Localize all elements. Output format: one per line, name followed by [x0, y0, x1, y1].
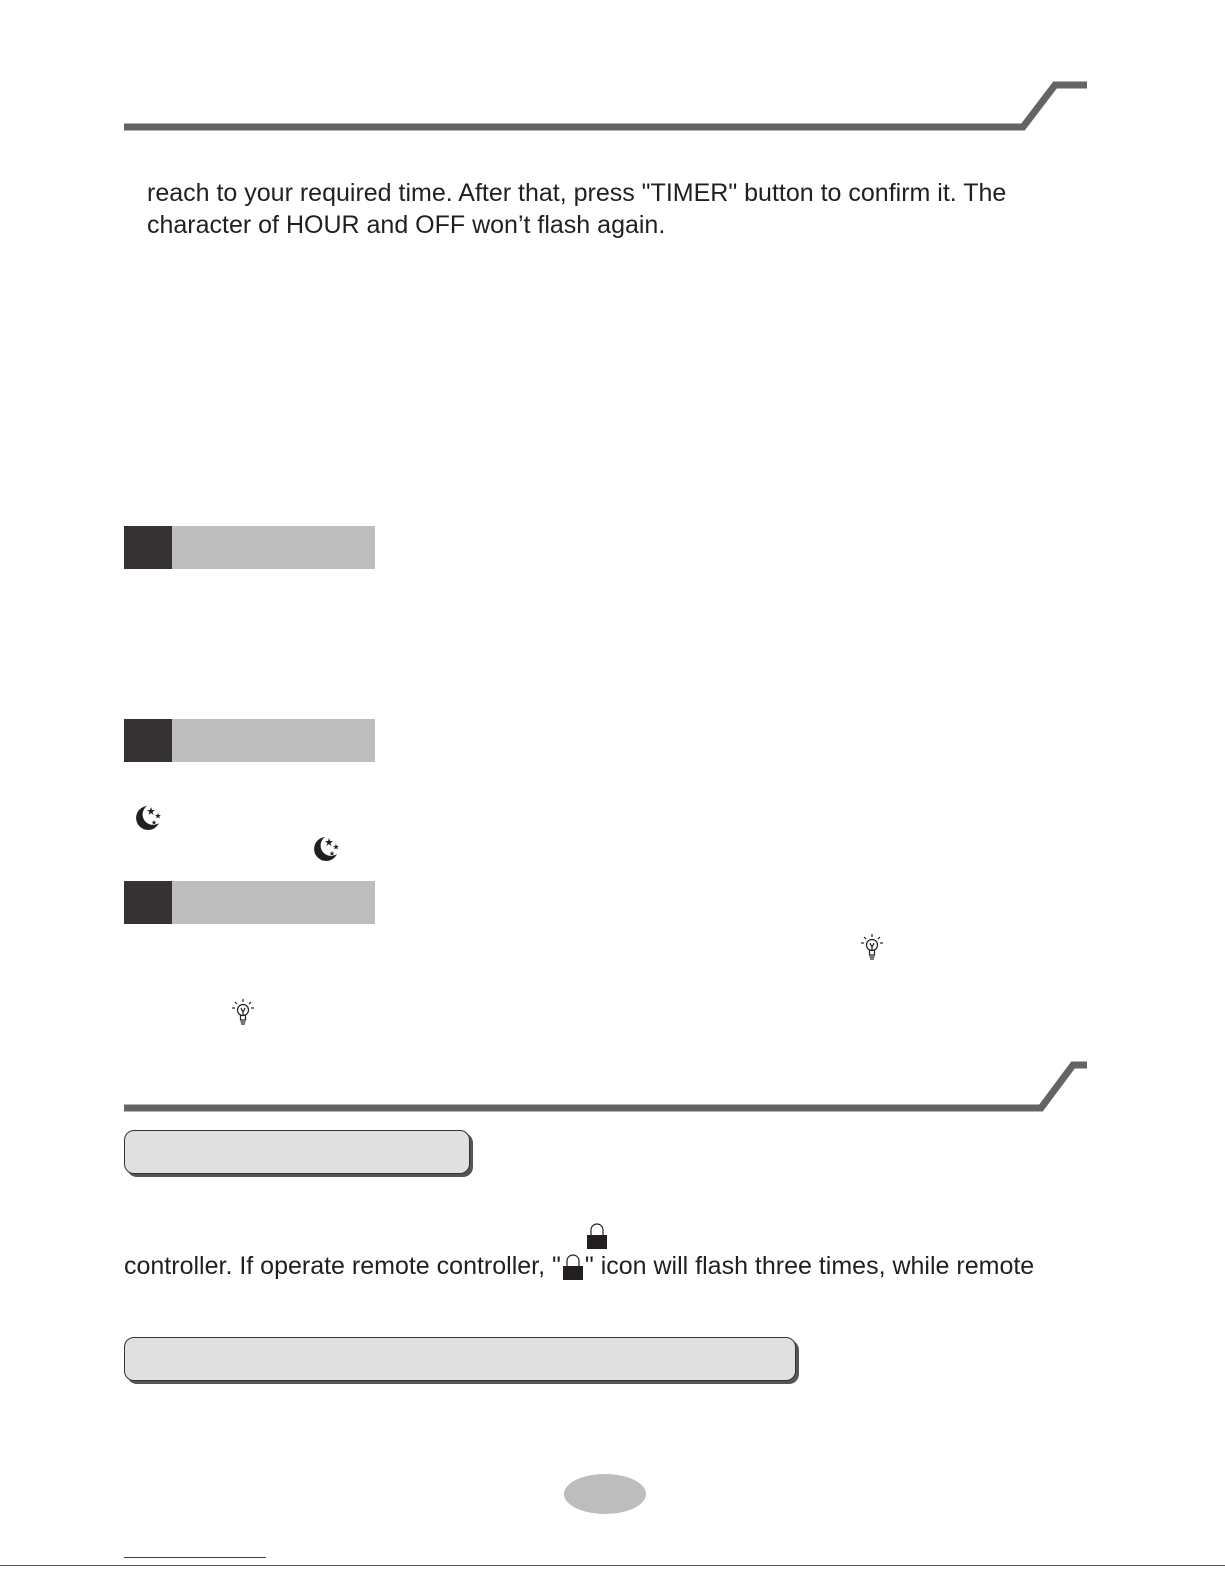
section-tab-1	[124, 526, 375, 569]
section-tab-3	[124, 881, 375, 924]
heading-box-2	[124, 1337, 796, 1381]
light-bulb-icon	[230, 998, 256, 1026]
lock-icon	[586, 1221, 608, 1251]
footer-rule	[0, 1565, 1225, 1566]
lock-text-line	[124, 1251, 1034, 1282]
section-tab-marker	[124, 881, 172, 924]
page-number-oval	[564, 1474, 646, 1514]
header-rule-top	[0, 0, 1225, 140]
lock-icon	[562, 1252, 584, 1282]
timer-text-line-2: character of HOUR and OFF won’t flash again.	[147, 211, 666, 239]
lock-text-after: " icon will flash three times, while remote	[584, 1252, 1035, 1280]
sleep-moon-icon	[132, 803, 164, 833]
footer-link-underline[interactable]	[124, 1557, 266, 1558]
heading-box-1	[124, 1130, 470, 1174]
header-rule-bottom	[0, 1050, 1225, 1120]
section-tab-marker	[124, 526, 172, 569]
section-tab-2	[124, 719, 375, 762]
light-bulb-icon	[859, 933, 885, 961]
sleep-moon-icon	[310, 834, 342, 864]
lock-text-before: controller. If operate remote controller, "	[124, 1252, 561, 1280]
section-tab-marker	[124, 719, 172, 762]
timer-text-line-1: reach to your required time. After that, press "TIMER" button to confirm it. The	[147, 179, 1007, 207]
